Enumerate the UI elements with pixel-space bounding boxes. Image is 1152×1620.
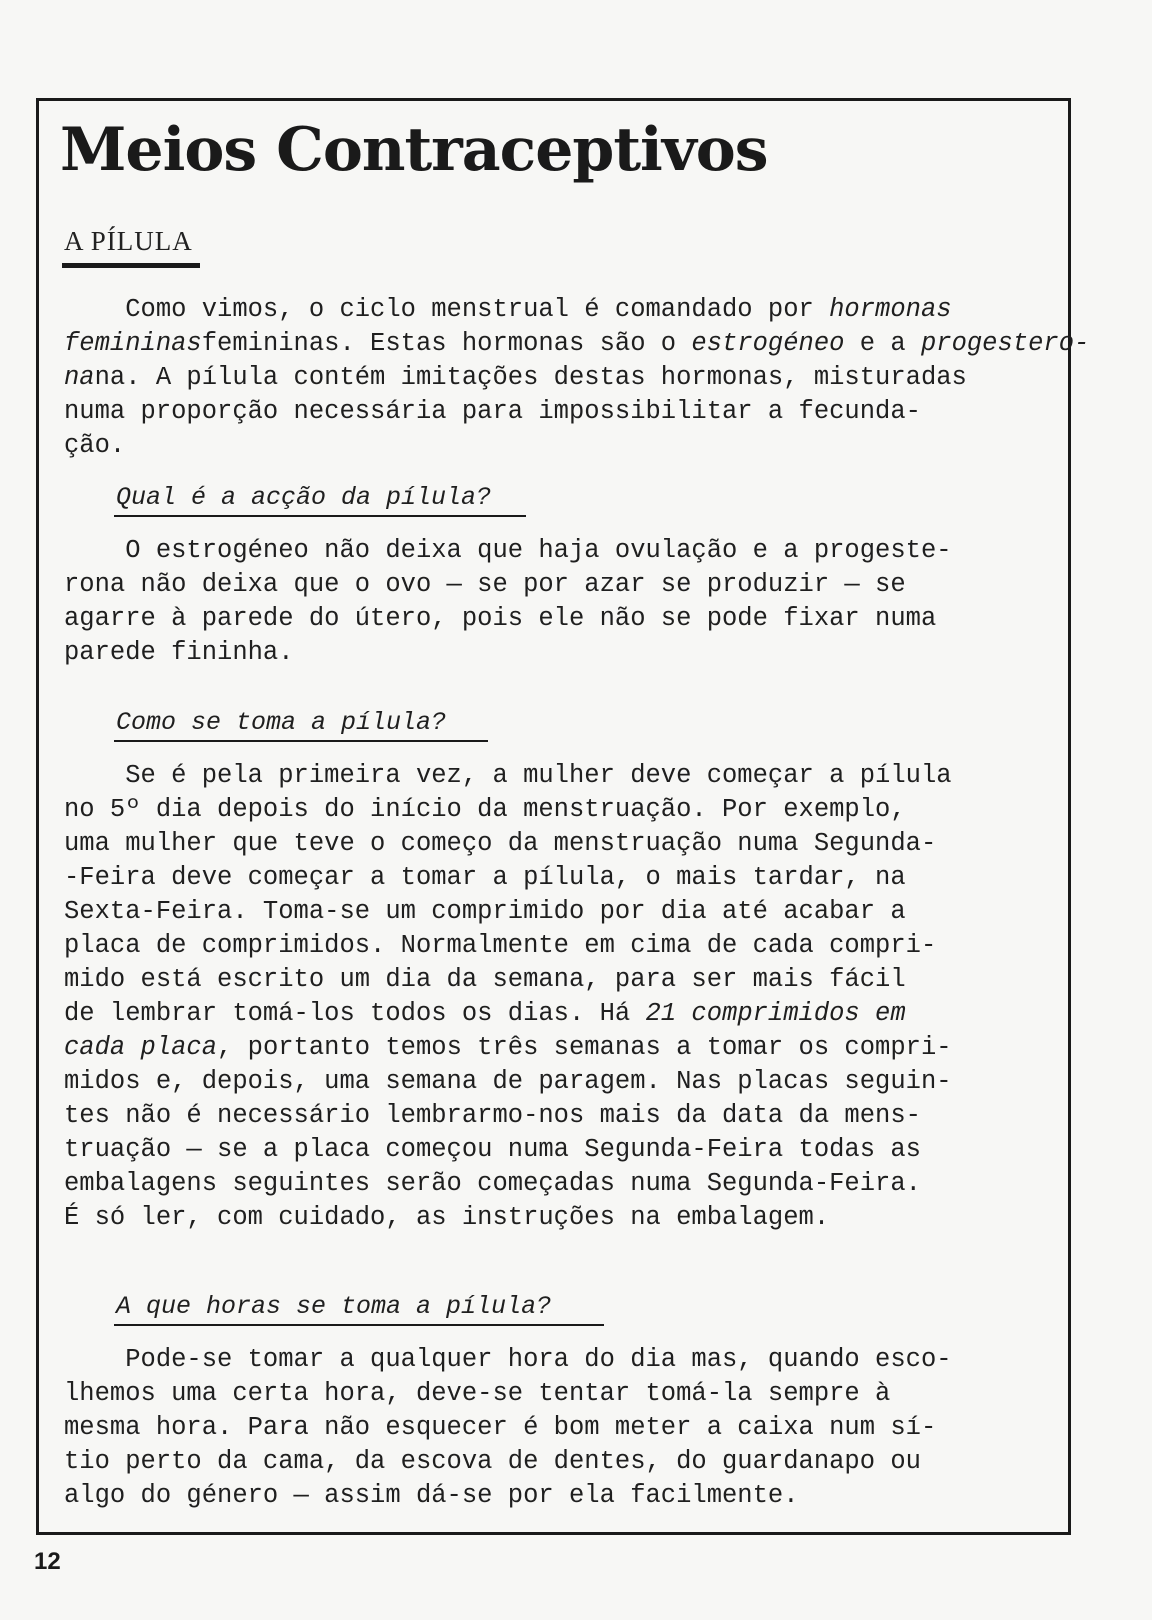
answer-line: midos e, depois, uma semana de paragem. Nas placas seguin- [64, 1067, 952, 1096]
intro-line-2: femininasfemininas. Estas hormonas são o estrogéneo e a progestero- [64, 329, 1090, 358]
page-number: 12 [34, 1548, 61, 1575]
answer-line: de lembrar tomá-los todos os dias. Há 21 comprimidos em [64, 999, 906, 1028]
answer-line: tes não é necessário lembrarmo-nos mais da data da mens- [64, 1101, 921, 1130]
intro-line-4: numa proporção necessária para impossibilitar a fecunda- [64, 397, 921, 426]
answer-line: parede fininha. [64, 638, 294, 667]
answer-line: É só ler, com cuidado, as instruções na embalagem. [64, 1203, 830, 1232]
answer-line: uma mulher que teve o começo da menstruação numa Segunda- [64, 829, 937, 858]
question-underline [114, 740, 488, 742]
question-underline [114, 515, 526, 517]
answer-line: algo do género — assim dá-se por ela facilmente. [64, 1481, 799, 1510]
answer-line: lhemos uma certa hora, deve-se tentar tomá-la sempre à [64, 1379, 891, 1408]
answer-line: O estrogéneo não deixa que haja ovulação e a progeste- [64, 536, 952, 565]
answer-line: placa de comprimidos. Normalmente em cima de cada compri- [64, 931, 937, 960]
answer-line: agarre à parede do útero, pois ele não se pode fixar numa [64, 604, 937, 633]
section-label: A PÍLULA [64, 226, 193, 256]
answer-line: mido está escrito um dia da semana, para ser mais fácil [64, 965, 906, 994]
answer-line: -Feira deve começar a tomar a pílula, o mais tardar, na [64, 863, 906, 892]
answer-line: truação — se a placa começou numa Segunda-Feira todas as [64, 1135, 921, 1164]
question-heading: Qual é a acção da pílula? [116, 483, 492, 512]
answer-line: Sexta-Feira. Toma-se um comprimido por dia até acabar a [64, 897, 906, 926]
intro-line-5: ção. [64, 431, 126, 460]
answer-line: embalagens seguintes serão começadas numa Segunda-Feira. [64, 1169, 921, 1198]
section-underline [62, 263, 200, 268]
intro-line-1: Como vimos, o ciclo menstrual é comandado por hormonas [64, 295, 952, 324]
intro-line-3: nana. A pílula contém imitações destas hormonas, misturadas [64, 363, 967, 392]
answer-line: mesma hora. Para não esquecer é bom meter a caixa num sí- [64, 1413, 937, 1442]
answer-line: no 5º dia depois do início da menstruação. Por exemplo, [64, 795, 906, 824]
question-heading: A que horas se toma a pílula? [116, 1292, 552, 1321]
answer-line: Se é pela primeira vez, a mulher deve começar a pílula [64, 761, 952, 790]
answer-line: rona não deixa que o ovo — se por azar se produzir — se [64, 570, 906, 599]
question-underline [114, 1324, 604, 1326]
answer-line: cada placa, portanto temos três semanas a tomar os compri- [64, 1033, 952, 1062]
page-title: Meios Contraceptivos [60, 115, 768, 185]
question-heading: Como se toma a pílula? [116, 708, 447, 737]
answer-line: Pode-se tomar a qualquer hora do dia mas, quando esco- [64, 1345, 952, 1374]
answer-line: tio perto da cama, da escova de dentes, do guardanapo ou [64, 1447, 921, 1476]
